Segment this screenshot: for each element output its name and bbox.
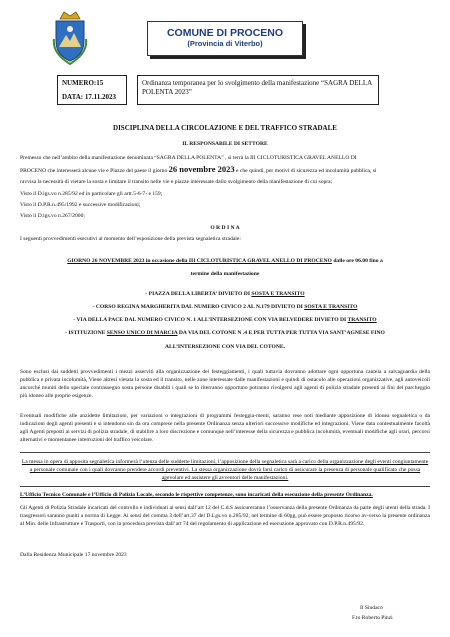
visto-1: Visto il D.lgs.vo n.285/92 ed in particolare gli artt.5-6-7- e 159; [20, 191, 163, 197]
premesso-line-3: ravvisa la necessità di vietare la sosta e limitare il transito nelle vie e piazze interessate dallo svolgimento della manifestazione di cui sopra; [20, 179, 333, 185]
main-heading: DISCIPLINA DELLA CIRCOLAZIONE E DEL TRAFFICO STRADALE [113, 124, 337, 132]
visto-3: Visto il D.lgs.vo n.267/2000; [20, 213, 85, 219]
provision-4: - ISTITUZIONE SENSO UNICO DI MARCIA DA VIA DEL COTONE N .4 E PER TUTTA PER TUTTA VIA SANT’AGNESE FINO [65, 330, 385, 336]
comune-crest-logo [50, 9, 90, 65]
residenza-date: Dalla Residenza Municipale 17 novembre 2023 [20, 552, 127, 558]
event-date: 26 novembre 2023 [168, 164, 235, 174]
paragraph-exclusions: Sono esclusi dai suddetti provvedimenti i mezzi asserviti alla organizzazione dei festeggiamenti, i quali tuttavia dovranno adottare ogni opportuna cautela a salvaguardia della pubblica e privata incolumità, Viene altresì vietata la sosta ed il transito, nelle zone interessate dalle manifestazioni e quindi di ostacolo alle operazioni organizzative, agli autoveicoli ancorché muniti dello speciale contrassegno sosta persone disabili i quali se lo riterranno opportuno potranno rivolgersi agli agenti di polizia stradale presenti ai fini del parcheggio più idoneo alle proprie esigenze. [20, 369, 430, 399]
provision-3: - VIA DELLA PACE DAL NUMERO CIVICO N. 1 ALL’INTERSEZIONE CON VIA BELVEDERE DIVIETO DI TRANSITO [73, 317, 377, 323]
provision-2: - CORSO REGINA MARGHERITA DAL NUMERO CIVICO 2 AL N.179 DIVIETO DI SOSTA E TRANSITO [92, 304, 358, 310]
provision-4-cont: ALL’INTERSEZIONE CON VIA DEL COTONE. [164, 344, 286, 350]
ordina-heading: O R D I N A [210, 225, 240, 231]
giorno-line: GIORNO 26 NOVEMBRE 2023 in occasione della III CICLOTURISTICA GRAVEL ANELLO DI PROCENO dalle ore 06.00 fino a [67, 258, 383, 264]
sindaco-signature: F.to Roberto Pinzi [352, 615, 393, 621]
paragraph-controls: Gli Agenti di Polizia Stradale incaricati del controllo e individuati ai sensi dall’art 12 del C.d.S assicureranno l’osservanza della presente Ordinanza da parte degli utenti della strada. I trasgressori saranno puniti a norma di Legge. Ai sensi del comma 3 dell’art.37 del D.Lgs.vo n.285/92, nel termine di 60gg, può essere proposto ricorso av-verso la presente ordinanza al Min. delle Infrastrutture e Trasporti, con la procedura prevista dall’art 74 del regolamento di applicazione ed esecuzione approvato con D.P.R.n.495/92. [20, 505, 430, 527]
province-subtitle: (Provincia di Viterbo) [187, 39, 263, 48]
ordinance-description: Ordinanza temporanea per lo svolgimento della manifestazione “SAGRA DELLA POLENTA 2023” [137, 75, 379, 105]
number-date-box [57, 75, 127, 105]
seguenti-provvedimenti: I seguenti provvedimenti esecutivi al momento dell’esposizione della prevista segnaletica stradale: [20, 236, 241, 242]
divider-2 [20, 486, 430, 487]
premesso-line-1: Premesso che nell’ambito della manifestazione denominata “SAGRA DELLA POLENTA” , si terrà la III CICLOTURISTICA GRAVEL ANELLO DI [20, 155, 357, 161]
divider-1 [20, 452, 430, 453]
ordinance-date: DATA: 17.11.2023 [62, 93, 116, 101]
ordinance-number: NUMERO:15 [62, 79, 104, 87]
responsabile-heading: IL RESPONSABILE DI SETTORE [182, 141, 268, 147]
municipality-title: COMUNE DI PROCENO [166, 27, 284, 39]
visto-2: Visto il D.P.R.n.495/1992 e successive modificazioni; [20, 202, 141, 208]
header-box [147, 21, 303, 56]
giorno-line-2: termine della manifestazione [190, 271, 260, 277]
provision-1: - PIAZZA DELLA LIBERTA’ DIVIETO DI SOSTA E TRANSITO [145, 291, 305, 297]
paragraph-signage: La messa in opera di apposita segnaletica informerà l’utenza delle suddette limitazioni, l’apposizione della segnaletica sarà a carico della organizzazione degli eventi congiuntamente a personale comunale con i quali dovranno prendere accordi preventivi. La stessa organizzazione dovrà farsi carico di assicurare la presenza di personale qualificato che possa agevolare ed assistere gli avventori delle manifestazioni. [21, 459, 429, 481]
sindaco-label: Il Sindaco [360, 605, 383, 611]
premesso-line-2: PROCENO che interesserà alcune vie e Piazze del paese il giorno 26 novembre 2023 e che quindi, per motivi di sicurezza ed incolumità pubblica, si [20, 164, 377, 174]
ufficio-incaricato: L’Ufficio Tecnico Comunale e l’Ufficio di Polizia Locale, secondo le rispettive competenze, sono incaricati della esecuzione della presente Ordinanza. [20, 492, 373, 498]
paragraph-modifications: Eventuali modifiche alle anzidette limitazioni, per variazioni o integrazioni di programmi festeggia-menti, saranno rese noti mediante apposizione di idonea segnaletica o da indicazioni degli agenti presenti e si intendono sin da ora comprese nella presente Ordinanza senza ulteriori successive modifiche ed integrazioni. Viene data contestualmente facoltà agli Agenti preposti ai servizi di polizia stradale, di stabilire a loro discrezione e comunque nell’interesse della sicurezza e pubblica incolumità, eventuali modifiche agli orari, percorsi alternativi e momentanee interruzioni del traffico veicolare. [20, 413, 430, 443]
